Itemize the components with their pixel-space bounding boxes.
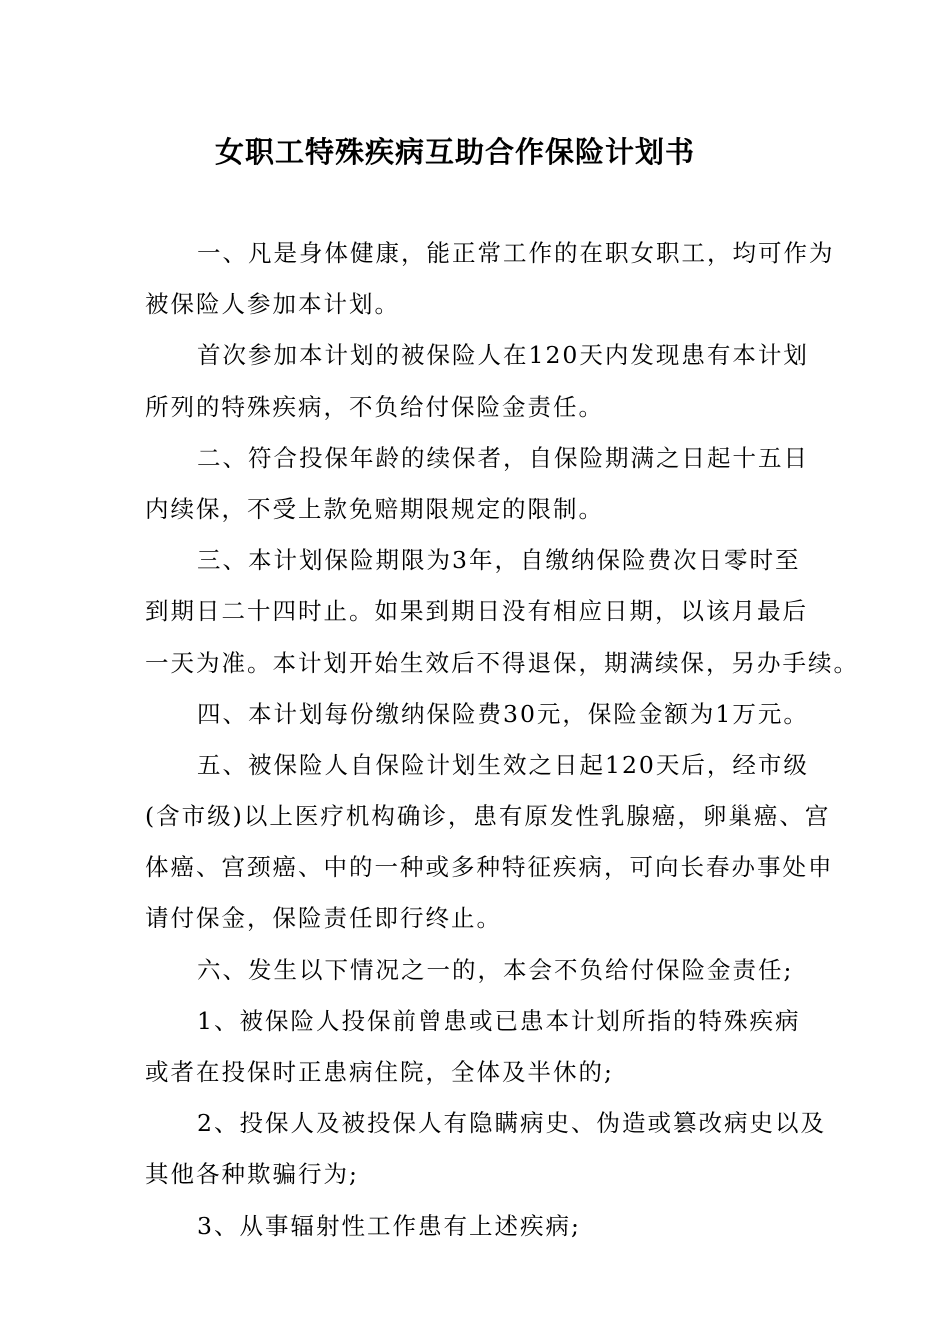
paragraph-line: 所列的特殊疾病，不负给付保险金责任。: [145, 392, 604, 421]
paragraph-line: 内续保，不受上款免赔期限规定的限制。: [145, 494, 604, 523]
paragraph-line: 五、被保险人自保险计划生效之日起120天后，经市级: [197, 750, 809, 779]
paragraph-line: 或者在投保时正患病住院，全体及半休的;: [145, 1058, 614, 1086]
paragraph-line: 六、发生以下情况之一的，本会不负给付保险金责任;: [197, 955, 794, 984]
paragraph-line: 一、凡是身体健康，能正常工作的在职女职工，均可作为: [197, 239, 835, 267]
paragraph-line: 二、符合投保年龄的续保者，自保险期满之日起十五日: [197, 443, 809, 472]
paragraph-line: 2、投保人及被投保人有隐瞒病史、伪造或篡改病史以及: [197, 1109, 826, 1138]
document-title: 女职工特殊疾病互助合作保险计划书: [215, 135, 696, 169]
paragraph-line: 首次参加本计划的被保险人在120天内发现患有本计划: [197, 341, 809, 370]
paragraph-line: 被保险人参加本计划。: [145, 290, 400, 319]
paragraph-line: 3、从事辐射性工作患有上述疾病;: [197, 1211, 581, 1240]
paragraph-line: 其他各种欺骗行为;: [145, 1160, 359, 1189]
paragraph-line: 1、被保险人投保前曾患或已患本计划所指的特殊疾病: [197, 1006, 801, 1035]
paragraph-line: 请付保金，保险责任即行终止。: [145, 904, 502, 933]
paragraph-line: 一天为准。本计划开始生效后不得退保，期满续保，另办手续。: [145, 648, 859, 677]
paragraph-line: 四、本计划每份缴纳保险费30元，保险金额为1万元。: [197, 699, 809, 728]
paragraph-line: (含市级)以上医疗机构确诊，患有原发性乳腺癌，卵巢癌、宫: [145, 802, 831, 831]
paragraph-line: 到期日二十四时止。如果到期日没有相应日期，以该月最后: [145, 597, 808, 626]
paragraph-line: 体癌、宫颈癌、中的一种或多种特征疾病，可向长春办事处申: [145, 853, 834, 882]
document-body: [145, 228, 859, 1252]
paragraph-line: 三、本计划保险期限为3年，自缴纳保险费次日零时至: [197, 546, 801, 575]
